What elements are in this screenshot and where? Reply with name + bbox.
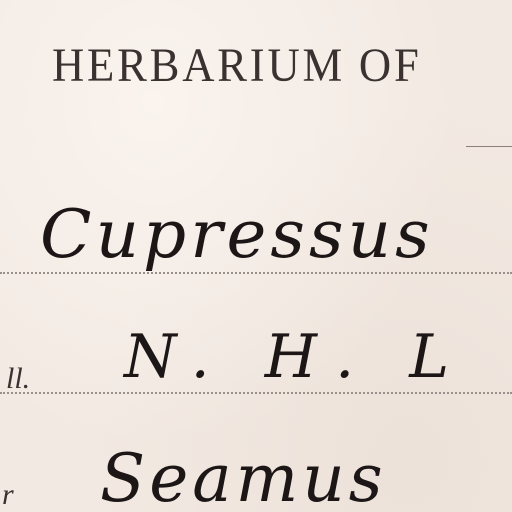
- collector-dotted-line: [0, 392, 512, 394]
- herbarium-header: HERBARIUM OF: [52, 39, 422, 92]
- collector-field-label: ll.: [6, 362, 31, 395]
- collector-entry: N. H. L: [124, 322, 468, 392]
- genus-entry: Cupressus: [40, 196, 434, 273]
- locality-field-label: r: [2, 478, 14, 511]
- genus-dotted-line: [0, 272, 512, 274]
- header-rule: [466, 146, 512, 147]
- locality-entry: Seamus: [100, 440, 387, 512]
